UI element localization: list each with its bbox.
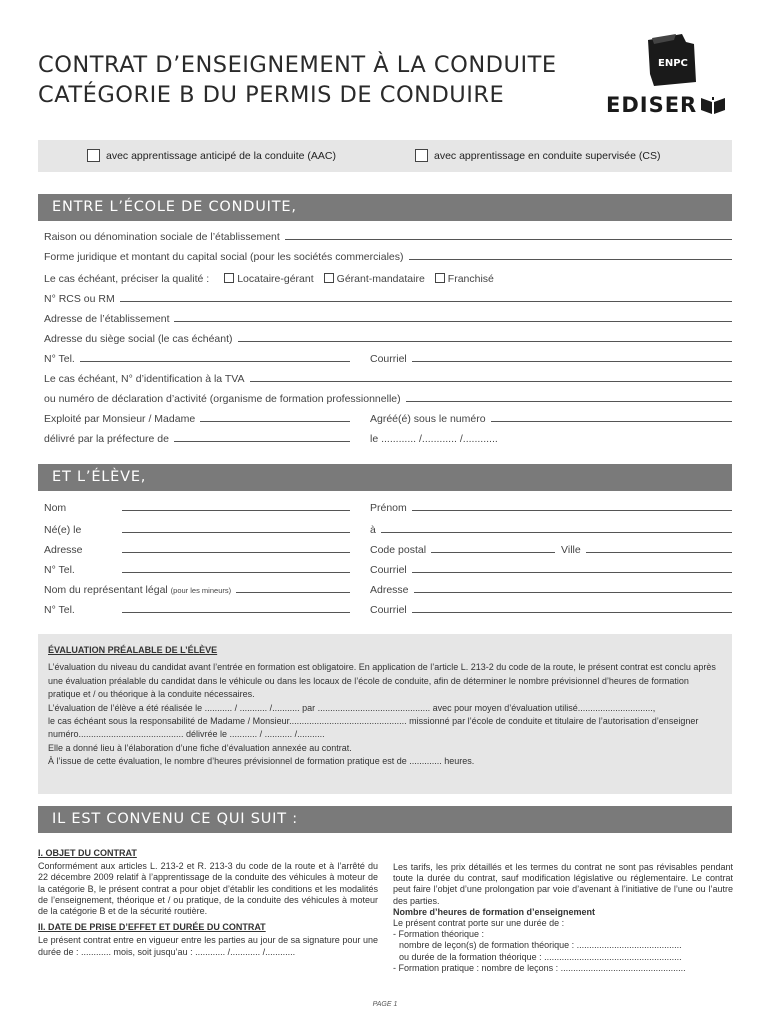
evaluation-para-3: le cas échéant sous la responsabilité de Madame / Monsieur............................................... missionné par l’école de conduite et titulaire de l’autorisation d’enseigner numéro.......................................... délivrée le ........... / ........... /........... bbox=[48, 716, 699, 740]
forme-field[interactable] bbox=[44, 251, 732, 263]
duree-title: II. DATE DE PRISE D’EFFET ET DURÉE DU CONTRAT bbox=[38, 922, 266, 933]
delivre-row bbox=[44, 433, 732, 449]
rep-courriel-label: Courriel bbox=[370, 604, 407, 616]
raison-label: Raison ou dénomination sociale de l’établissement bbox=[44, 231, 280, 243]
page-number: PAGE 1 bbox=[372, 1001, 398, 1008]
adresse-siege-field[interactable] bbox=[44, 333, 732, 345]
aac-label: avec apprentissage anticipé de la conduite (AAC) bbox=[106, 149, 336, 162]
agree-label: Agréé(é) sous le numéro bbox=[370, 413, 486, 425]
evaluation-para-1: L’évaluation du niveau du candidat avant l’entrée en formation est obligatoire. En application de l’article L. 213-2 du code de la route, le présent contrat est conclu après une évaluation préalable du candidat dans le véhicule ou dans les locaux de l’école de conduite, afin de déterminer le nombre prévisionnel d’heures de formation pratique et / ou théorique à la conduite nécessaires. bbox=[48, 662, 716, 700]
lieu-line[interactable] bbox=[381, 532, 732, 533]
nom-label: Nom bbox=[44, 502, 67, 514]
eleve-tel-field[interactable] bbox=[44, 564, 350, 576]
ediser-logo-text: EDISER bbox=[606, 93, 698, 117]
evaluation-para-2: L’évaluation de l’élève a été réalisée le ........... / ........... /........... par ............................................. avec pour moyen d’évaluation utilisé.............................., bbox=[48, 702, 656, 713]
objet-text: Conformément aux articles L. 213-2 et R. 213-3 du code de la route et à l’arrêté du 22 décembre 2009 relatif à l’apprentissage de la conduite des véhicules à moteur de la catégorie B, le présent contrat a pour objet d’établir les conditions et les modalités de l’enseignement, théorique et / ou pratique, de la conduite des véhicules à moteur de la catégorie B et de la sécurité routière. bbox=[38, 861, 378, 917]
adresse-etab-line[interactable] bbox=[174, 321, 732, 322]
qualite-option-gerant[interactable] bbox=[324, 273, 425, 285]
eleve-adresse-line[interactable] bbox=[122, 552, 350, 553]
eleve-tel-line[interactable] bbox=[122, 572, 350, 573]
rcs-field[interactable] bbox=[44, 293, 732, 305]
tva-label: Le cas échéant, N° d’identification à la TVA bbox=[44, 373, 245, 385]
declaration-line[interactable] bbox=[406, 401, 732, 402]
title-line-2: CATÉGORIE B DU PERMIS DE CONDUIRE bbox=[38, 82, 505, 108]
tel-courriel-row bbox=[44, 353, 732, 369]
ecole-fields bbox=[44, 231, 732, 451]
prenom-field[interactable] bbox=[370, 502, 732, 514]
raison-field[interactable] bbox=[44, 231, 732, 243]
adresse-etab-field[interactable] bbox=[44, 313, 732, 325]
left-column bbox=[38, 848, 378, 958]
option-aac[interactable] bbox=[87, 149, 336, 162]
exploite-label: Exploité par Monsieur / Madame bbox=[44, 413, 196, 425]
rep-tel-line[interactable] bbox=[122, 612, 350, 613]
ecole-courriel-field[interactable] bbox=[370, 353, 732, 365]
pratique-lecons: - Formation pratique : nombre de leçons : .................................................. bbox=[393, 962, 686, 973]
tva-line[interactable] bbox=[250, 381, 732, 382]
evaluation-title: ÉVALUATION PRÉALABLE DE L’ÉLÈVE bbox=[48, 645, 218, 655]
representant-row bbox=[44, 584, 732, 600]
forme-label: Forme juridique et montant du capital social (pour les sociétés commerciales) bbox=[44, 251, 404, 263]
rcs-label: N° RCS ou RM bbox=[44, 293, 115, 305]
ville-label: Ville bbox=[561, 544, 581, 556]
ne-line[interactable] bbox=[122, 532, 350, 533]
rep-tel-row bbox=[44, 604, 732, 620]
exploite-row bbox=[44, 413, 732, 429]
locataire-checkbox[interactable] bbox=[224, 273, 234, 283]
franchise-checkbox[interactable] bbox=[435, 273, 445, 283]
book-icon bbox=[700, 95, 726, 115]
heures-subtitle: Nombre d’heures de formation d’enseignement bbox=[393, 906, 596, 917]
contract-title bbox=[38, 50, 557, 110]
qualite-label: Le cas échéant, préciser la qualité : bbox=[44, 273, 210, 285]
objet-title: I. OBJET DU CONTRAT bbox=[38, 848, 137, 858]
theorique-label: - Formation théorique : bbox=[393, 929, 485, 940]
nom-line[interactable] bbox=[122, 510, 350, 511]
eleve-courriel-field[interactable] bbox=[370, 564, 732, 576]
lieu-field[interactable] bbox=[370, 524, 732, 536]
duree-intro: Le présent contrat porte sur une durée de : bbox=[393, 918, 565, 929]
eleve-courriel-line[interactable] bbox=[412, 572, 732, 573]
exploite-line[interactable] bbox=[200, 421, 350, 422]
representant-text: Nom du représentant légal bbox=[44, 584, 168, 596]
delivre-field[interactable] bbox=[44, 433, 350, 445]
prenom-label: Prénom bbox=[370, 502, 407, 514]
evaluation-para-5: À l’issue de cette évaluation, le nombre d’heures prévisionnel de formation pratique est de ............. heures. bbox=[48, 756, 475, 767]
cp-ville-field[interactable] bbox=[370, 544, 732, 556]
gerant-label: Gérant-mandataire bbox=[336, 273, 425, 285]
qualite-field bbox=[44, 273, 732, 285]
cs-label: avec apprentissage en conduite supervisée (CS) bbox=[434, 149, 661, 162]
ecole-heading: ENTRE L’ÉCOLE DE CONDUITE, bbox=[38, 194, 732, 221]
eleve-fields bbox=[44, 502, 732, 622]
ne-label: Né(e) le bbox=[44, 524, 82, 536]
franchise-label: Franchisé bbox=[447, 273, 494, 285]
lieu-label: à bbox=[370, 524, 376, 536]
locataire-label: Locataire-gérant bbox=[237, 273, 314, 285]
rep-tel-label: N° Tel. bbox=[44, 604, 75, 616]
adresse-siege-label: Adresse du siège social (le cas échéant) bbox=[44, 333, 233, 345]
title-line-1: CONTRAT D’ENSEIGNEMENT À LA CONDUITE bbox=[38, 52, 557, 78]
rep-courriel-field[interactable] bbox=[370, 604, 732, 616]
rep-adresse-label: Adresse bbox=[370, 584, 409, 596]
declaration-field[interactable] bbox=[44, 393, 732, 405]
adresse-row bbox=[44, 544, 732, 560]
exploite-field[interactable] bbox=[44, 413, 350, 425]
duree-text: Le présent contrat entre en vigueur entre les parties au jour de sa signature pour une durée de : ............ mois, soit jusqu’au : ............ /............ /............ bbox=[38, 935, 378, 957]
eleve-adresse-field[interactable] bbox=[44, 544, 350, 556]
evaluation-box bbox=[38, 634, 732, 794]
rep-adresse-field[interactable] bbox=[370, 584, 732, 596]
ne-field[interactable] bbox=[44, 524, 350, 536]
eleve-tel-label: N° Tel. bbox=[44, 564, 75, 576]
aac-checkbox[interactable] bbox=[87, 149, 100, 162]
ecole-courriel-line[interactable] bbox=[412, 361, 732, 362]
ville-line[interactable] bbox=[586, 552, 732, 553]
enpc-logo bbox=[646, 34, 698, 86]
cp-line[interactable] bbox=[431, 552, 555, 553]
adresse-siege-line[interactable] bbox=[238, 341, 732, 342]
qualite-option-franchise[interactable] bbox=[435, 273, 494, 285]
le-date-field[interactable] bbox=[370, 433, 732, 445]
representant-line[interactable] bbox=[236, 592, 350, 593]
eleve-heading: ET L’ÉLÈVE, bbox=[38, 464, 732, 491]
rep-adresse-line[interactable] bbox=[414, 592, 732, 593]
delivre-line[interactable] bbox=[174, 441, 350, 442]
ecole-tel-line[interactable] bbox=[80, 361, 350, 362]
representant-label bbox=[44, 584, 236, 596]
representant-field[interactable] bbox=[44, 584, 350, 596]
tva-field[interactable] bbox=[44, 373, 732, 385]
nom-row bbox=[44, 502, 732, 518]
representant-note: (pour les mineurs) bbox=[170, 586, 232, 595]
raison-line[interactable] bbox=[285, 239, 732, 240]
eleve-courriel-label: Courriel bbox=[370, 564, 407, 576]
ediser-logo bbox=[606, 93, 726, 117]
tarifs-text: Les tarifs, les prix détaillés et les termes du contrat ne sont pas révisables pendant toute la durée du contrat, sauf modification législative ou réglementaire. Le contrat peut faire l’objet d’une prolongation par voie d’avenant à l’initiative de l’une ou l’autre des parties. bbox=[393, 862, 733, 906]
theorique-lecons: nombre de leçon(s) de formation théorique : .......................................... bbox=[399, 940, 682, 951]
adresse-etab-label: Adresse de l’établissement bbox=[44, 313, 170, 325]
ecole-courriel-label: Courriel bbox=[370, 353, 407, 365]
option-bar bbox=[38, 140, 732, 172]
cp-label: Code postal bbox=[370, 544, 427, 556]
gerant-checkbox[interactable] bbox=[324, 273, 334, 283]
rcs-line[interactable] bbox=[120, 301, 732, 302]
nom-field[interactable] bbox=[44, 502, 350, 514]
theorique-duree: ou durée de la formation théorique : ....................................................... bbox=[399, 951, 682, 962]
right-column bbox=[393, 862, 733, 974]
ecole-tel-label: N° Tel. bbox=[44, 353, 75, 365]
ne-row bbox=[44, 524, 732, 540]
rep-courriel-line[interactable] bbox=[412, 612, 732, 613]
option-cs[interactable] bbox=[415, 149, 660, 162]
eleve-tel-row bbox=[44, 564, 732, 580]
agree-field[interactable] bbox=[370, 413, 732, 425]
agree-line[interactable] bbox=[491, 421, 732, 422]
evaluation-para-4: Elle a donné lieu à l’élaboration d’une fiche d’évaluation annexée au contrat. bbox=[48, 742, 352, 753]
le-date-label[interactable]: le ............ /............ /............ bbox=[370, 433, 498, 445]
delivre-label: délivré par la préfecture de bbox=[44, 433, 169, 445]
qualite-option-locataire[interactable] bbox=[224, 273, 313, 285]
forme-line[interactable] bbox=[409, 259, 733, 260]
prenom-line[interactable] bbox=[412, 510, 732, 511]
ecole-tel-field[interactable] bbox=[44, 353, 350, 365]
enpc-logo-text: ENPC bbox=[658, 58, 688, 69]
rep-tel-field[interactable] bbox=[44, 604, 350, 616]
convenu-heading: IL EST CONVENU CE QUI SUIT : bbox=[38, 806, 732, 833]
cs-checkbox[interactable] bbox=[415, 149, 428, 162]
declaration-label: ou numéro de déclaration d’activité (organisme de formation professionnelle) bbox=[44, 393, 401, 405]
eleve-adresse-label: Adresse bbox=[44, 544, 83, 556]
